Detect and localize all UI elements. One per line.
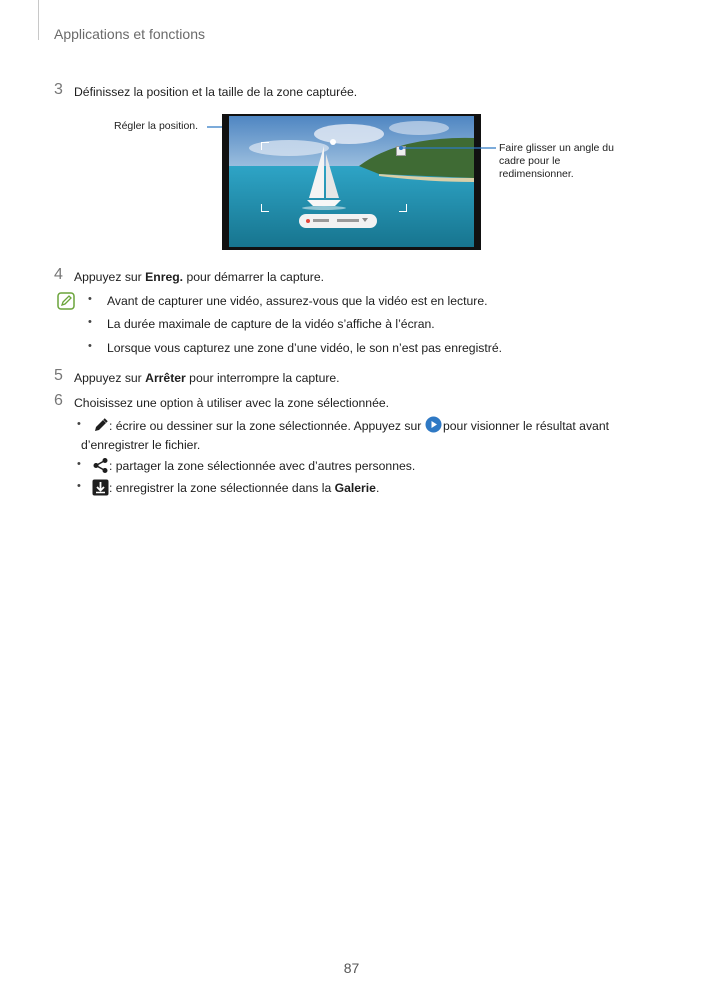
callout-resize-line [398, 140, 498, 154]
corner-bottom-left[interactable] [261, 204, 269, 212]
notes-list: • Avant de capturer une vidéo, assurez-vous que la vidéo est en lecture. • La durée maximale de capture de la vidéo s’affiche à l’écran. • Lorsque vous capturez une zone d’une vidéo, le son n’est pas enregistré. [88, 293, 502, 355]
note-icon [57, 292, 75, 310]
callout-resize: Faire glisser un angle du cadre pour le redimensionner. [499, 142, 614, 180]
video-frame [229, 116, 474, 247]
play-icon[interactable] [425, 416, 442, 433]
share-icon[interactable] [92, 457, 109, 474]
option-share: • : partager la zone sélectionnée avec d’autres personnes. [77, 458, 416, 473]
download-icon[interactable] [92, 479, 109, 496]
position-handle[interactable] [330, 139, 336, 145]
option-save: • : enregistrer la zone sélectionnée dans la Galerie. [77, 480, 380, 495]
pen-icon[interactable] [92, 417, 109, 434]
chevron-down-icon [362, 218, 368, 222]
capture-screenshot [222, 114, 481, 250]
note-item: Lorsque vous capturez une zone d’une vidéo, le son n’est pas enregistré. [107, 341, 502, 355]
step-number: 3 [54, 81, 63, 98]
note-item: Avant de capturer une vidéo, assurez-vous que la vidéo est en lecture. [107, 294, 488, 308]
step-text: Définissez la position et la taille de la zone capturée. [74, 85, 358, 99]
record-icon [306, 219, 310, 223]
option-draw: • : écrire ou dessiner sur la zone sélectionnée. Appuyez sur pour visionner le résultat avant d’enregistrer le fichier. [77, 418, 609, 452]
corner-top-left[interactable] [261, 142, 269, 150]
header-rule [38, 0, 39, 40]
page-number: 87 [343, 960, 360, 976]
note-item: La durée maximale de capture de la vidéo s’affiche à l’écran. [107, 317, 435, 331]
section-title: Applications et fonctions [54, 26, 205, 42]
callout-position: Régler la position. [114, 120, 199, 132]
corner-bottom-right[interactable] [399, 204, 407, 212]
record-toolbar[interactable] [299, 214, 377, 228]
